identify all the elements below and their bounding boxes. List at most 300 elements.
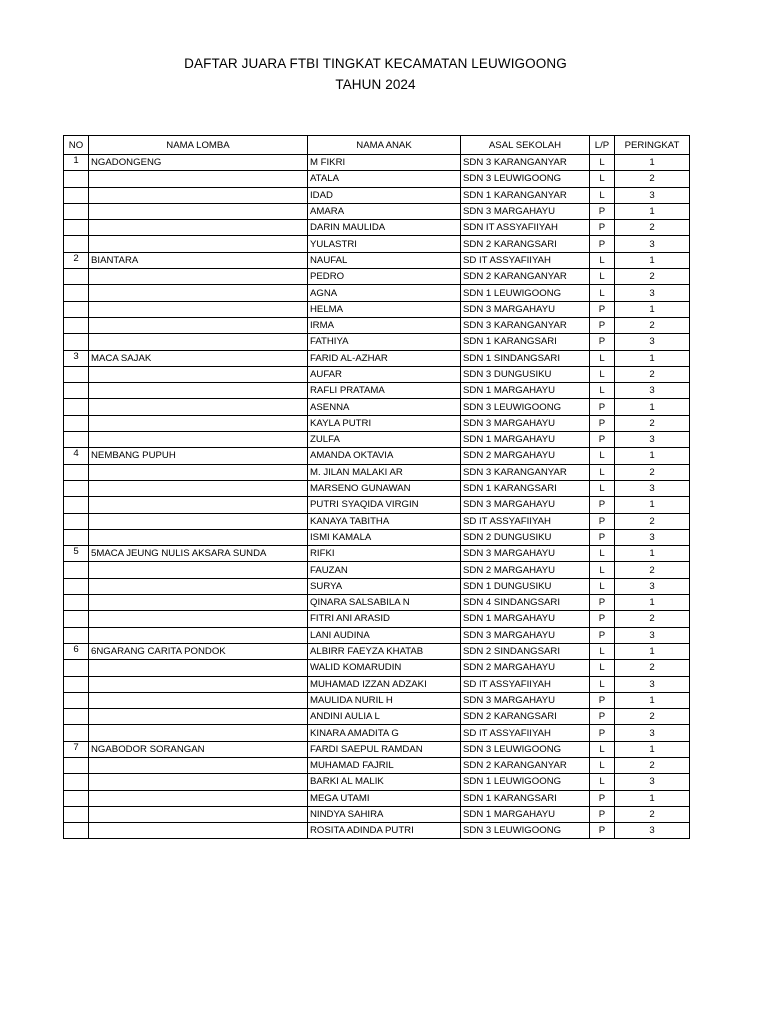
- cell-peringkat: 1: [615, 741, 690, 757]
- table-row: [64, 448, 690, 464]
- table-row: [64, 578, 690, 594]
- group-number: 1: [73, 155, 79, 166]
- cell-asal-sekolah: SDN 1 KARANGANYAR: [461, 187, 590, 203]
- table-row: [64, 334, 690, 350]
- table-body: [64, 155, 690, 839]
- cell-asal-sekolah: SD IT ASSYAFIIYAH: [461, 252, 590, 268]
- cell-jenis-kelamin: P: [590, 236, 615, 252]
- cell-jenis-kelamin: P: [590, 513, 615, 529]
- cell-nama-lomba: [89, 709, 308, 725]
- cell-nama-lomba: [89, 399, 308, 415]
- table-row: [64, 660, 690, 676]
- table-row: [64, 269, 690, 285]
- cell-nama-anak: FATHIYA: [308, 334, 461, 350]
- cell-nama-anak: AUFAR: [308, 366, 461, 382]
- cell-nama-anak: KANAYA TABITHA: [308, 513, 461, 529]
- cell-nama-anak: WALID KOMARUDIN: [308, 660, 461, 676]
- cell-asal-sekolah: SDN 2 KARANGANYAR: [461, 757, 590, 773]
- cell-no: [64, 399, 89, 415]
- cell-no: [64, 529, 89, 545]
- cell-jenis-kelamin: L: [590, 155, 615, 171]
- cell-asal-sekolah: SD IT ASSYAFIIYAH: [461, 725, 590, 741]
- table-row: [64, 383, 690, 399]
- table-row: [64, 611, 690, 627]
- cell-peringkat: 1: [615, 692, 690, 708]
- cell-asal-sekolah: SDN 3 KARANGANYAR: [461, 317, 590, 333]
- cell-no: [64, 285, 89, 301]
- cell-peringkat: 1: [615, 497, 690, 513]
- cell-asal-sekolah: SDN 2 KARANGSARI: [461, 709, 590, 725]
- header-peringkat: PERINGKAT: [615, 136, 690, 155]
- cell-nama-anak: MUHAMAD IZZAN ADZAKI: [308, 676, 461, 692]
- cell-nama-anak: PUTRI SYAQIDA VIRGIN: [308, 497, 461, 513]
- cell-peringkat: 1: [615, 252, 690, 268]
- table-row: [64, 220, 690, 236]
- cell-nama-anak: BARKI AL MALIK: [308, 774, 461, 790]
- cell-jenis-kelamin: L: [590, 448, 615, 464]
- cell-nama-lomba: [89, 334, 308, 350]
- cell-nama-lomba: [89, 301, 308, 317]
- cell-asal-sekolah: SDN 3 MARGAHAYU: [461, 627, 590, 643]
- cell-nama-lomba: [89, 513, 308, 529]
- cell-peringkat: 1: [615, 350, 690, 366]
- cell-jenis-kelamin: L: [590, 562, 615, 578]
- cell-jenis-kelamin: L: [590, 285, 615, 301]
- cell-no: [64, 269, 89, 285]
- cell-peringkat: 3: [615, 432, 690, 448]
- cell-no: [64, 741, 89, 757]
- table-row: [64, 497, 690, 513]
- cell-jenis-kelamin: L: [590, 660, 615, 676]
- cell-asal-sekolah: SDN 3 KARANGANYAR: [461, 155, 590, 171]
- document-title: DAFTAR JUARA FTBI TINGKAT KECAMATAN LEUWIGOONG: [184, 56, 567, 71]
- cell-jenis-kelamin: L: [590, 676, 615, 692]
- cell-nama-lomba: NEMBANG PUPUH: [89, 448, 308, 464]
- cell-peringkat: 2: [615, 513, 690, 529]
- cell-jenis-kelamin: P: [590, 709, 615, 725]
- table-row: [64, 790, 690, 806]
- cell-no: [64, 823, 89, 839]
- cell-jenis-kelamin: P: [590, 203, 615, 219]
- cell-nama-lomba: [89, 285, 308, 301]
- cell-nama-anak: KINARA AMADITA G: [308, 725, 461, 741]
- cell-jenis-kelamin: L: [590, 187, 615, 203]
- cell-jenis-kelamin: L: [590, 350, 615, 366]
- table-row: [64, 350, 690, 366]
- cell-jenis-kelamin: P: [590, 497, 615, 513]
- cell-nama-lomba: [89, 171, 308, 187]
- cell-no: [64, 676, 89, 692]
- cell-nama-lomba: [89, 317, 308, 333]
- cell-nama-lomba: [89, 562, 308, 578]
- cell-no: [64, 366, 89, 382]
- table-row: [64, 480, 690, 496]
- cell-no: [64, 187, 89, 203]
- cell-no: [64, 709, 89, 725]
- table-row: [64, 643, 690, 659]
- cell-asal-sekolah: SDN 4 SINDANGSARI: [461, 595, 590, 611]
- cell-nama-lomba: [89, 464, 308, 480]
- cell-jenis-kelamin: P: [590, 220, 615, 236]
- cell-nama-lomba: [89, 187, 308, 203]
- cell-asal-sekolah: SDN 1 LEUWIGOONG: [461, 285, 590, 301]
- cell-jenis-kelamin: P: [590, 399, 615, 415]
- table-row: [64, 774, 690, 790]
- cell-asal-sekolah: SDN 1 MARGAHAYU: [461, 432, 590, 448]
- table-row: [64, 155, 690, 171]
- cell-asal-sekolah: SDN 2 MARGAHAYU: [461, 562, 590, 578]
- cell-no: [64, 415, 89, 431]
- cell-nama-lomba: [89, 660, 308, 676]
- table-row: [64, 301, 690, 317]
- cell-nama-lomba: [89, 269, 308, 285]
- cell-nama-lomba: [89, 432, 308, 448]
- cell-nama-anak: RIFKI: [308, 546, 461, 562]
- cell-nama-anak: ALBIRR FAEYZA KHATAB: [308, 643, 461, 659]
- cell-peringkat: 2: [615, 220, 690, 236]
- cell-no: [64, 790, 89, 806]
- cell-nama-anak: NAUFAL: [308, 252, 461, 268]
- cell-peringkat: 1: [615, 301, 690, 317]
- cell-asal-sekolah: SDN 2 KARANGSARI: [461, 236, 590, 252]
- cell-peringkat: 3: [615, 480, 690, 496]
- cell-no: [64, 350, 89, 366]
- cell-jenis-kelamin: L: [590, 171, 615, 187]
- cell-asal-sekolah: SDN 3 LEUWIGOONG: [461, 741, 590, 757]
- cell-jenis-kelamin: P: [590, 334, 615, 350]
- cell-nama-lomba: [89, 823, 308, 839]
- header-no: NO: [64, 136, 89, 155]
- cell-asal-sekolah: SDN 1 MARGAHAYU: [461, 383, 590, 399]
- cell-no: [64, 203, 89, 219]
- table-row: [64, 203, 690, 219]
- cell-peringkat: 3: [615, 236, 690, 252]
- cell-nama-anak: FITRI ANI ARASID: [308, 611, 461, 627]
- cell-jenis-kelamin: P: [590, 595, 615, 611]
- cell-jenis-kelamin: L: [590, 383, 615, 399]
- cell-asal-sekolah: SDN 1 LEUWIGOONG: [461, 774, 590, 790]
- table-row: [64, 741, 690, 757]
- cell-nama-lomba: [89, 790, 308, 806]
- table-row: [64, 692, 690, 708]
- cell-no: [64, 334, 89, 350]
- cell-no: [64, 643, 89, 659]
- winners-table: [63, 135, 690, 839]
- cell-peringkat: 1: [615, 203, 690, 219]
- cell-asal-sekolah: SDN 3 KARANGANYAR: [461, 464, 590, 480]
- cell-nama-anak: FAUZAN: [308, 562, 461, 578]
- cell-nama-lomba: [89, 480, 308, 496]
- cell-nama-anak: RAFLI PRATAMA: [308, 383, 461, 399]
- group-number: 3: [73, 350, 79, 362]
- cell-nama-lomba: 5MACA JEUNG NULIS AKSARA SUNDA: [89, 546, 308, 562]
- cell-no: [64, 627, 89, 643]
- cell-no: [64, 595, 89, 611]
- table-row: [64, 725, 690, 741]
- cell-nama-anak: MEGA UTAMI: [308, 790, 461, 806]
- cell-no: [64, 317, 89, 333]
- cell-no: [64, 774, 89, 790]
- cell-nama-lomba: BIANTARA: [89, 252, 308, 268]
- cell-jenis-kelamin: P: [590, 692, 615, 708]
- cell-nama-lomba: [89, 220, 308, 236]
- cell-peringkat: 3: [615, 334, 690, 350]
- cell-no: [64, 301, 89, 317]
- cell-asal-sekolah: SDN 3 MARGAHAYU: [461, 692, 590, 708]
- cell-nama-anak: AGNA: [308, 285, 461, 301]
- table-row: [64, 317, 690, 333]
- cell-asal-sekolah: SDN 3 MARGAHAYU: [461, 546, 590, 562]
- table-row: [64, 513, 690, 529]
- cell-jenis-kelamin: L: [590, 741, 615, 757]
- cell-nama-anak: AMARA: [308, 203, 461, 219]
- header-nama-lomba: NAMA LOMBA: [89, 136, 308, 155]
- cell-asal-sekolah: SDN 2 DUNGUSIKU: [461, 529, 590, 545]
- cell-peringkat: 2: [615, 806, 690, 822]
- header-jenis-kelamin: L/P: [590, 136, 615, 155]
- cell-peringkat: 2: [615, 562, 690, 578]
- cell-jenis-kelamin: L: [590, 774, 615, 790]
- table-row: [64, 432, 690, 448]
- cell-jenis-kelamin: P: [590, 432, 615, 448]
- table-row: [64, 709, 690, 725]
- table-row: [64, 464, 690, 480]
- cell-nama-lomba: [89, 203, 308, 219]
- cell-nama-lomba: [89, 627, 308, 643]
- table-row: [64, 415, 690, 431]
- cell-nama-lomba: [89, 578, 308, 594]
- cell-nama-lomba: [89, 236, 308, 252]
- table-row: [64, 236, 690, 252]
- cell-nama-lomba: [89, 529, 308, 545]
- cell-nama-lomba: [89, 366, 308, 382]
- table-row: [64, 252, 690, 268]
- cell-nama-lomba: [89, 383, 308, 399]
- cell-no: [64, 725, 89, 741]
- cell-asal-sekolah: SDN 1 KARANGSARI: [461, 334, 590, 350]
- cell-jenis-kelamin: P: [590, 806, 615, 822]
- cell-peringkat: 2: [615, 660, 690, 676]
- cell-peringkat: 1: [615, 448, 690, 464]
- cell-jenis-kelamin: P: [590, 725, 615, 741]
- cell-nama-lomba: [89, 757, 308, 773]
- cell-nama-anak: LANI AUDINA: [308, 627, 461, 643]
- cell-nama-lomba: [89, 725, 308, 741]
- cell-nama-anak: SURYA: [308, 578, 461, 594]
- table-header-row: [64, 136, 690, 155]
- cell-peringkat: 1: [615, 790, 690, 806]
- cell-asal-sekolah: SDN IT ASSYAFIIYAH: [461, 220, 590, 236]
- cell-jenis-kelamin: L: [590, 269, 615, 285]
- cell-nama-anak: FARDI SAEPUL RAMDAN: [308, 741, 461, 757]
- cell-no: [64, 497, 89, 513]
- cell-asal-sekolah: SDN 1 KARANGSARI: [461, 480, 590, 496]
- table-row: [64, 399, 690, 415]
- cell-jenis-kelamin: L: [590, 252, 615, 268]
- cell-no: [64, 155, 89, 171]
- cell-jenis-kelamin: L: [590, 546, 615, 562]
- cell-nama-lomba: [89, 415, 308, 431]
- cell-asal-sekolah: SD IT ASSYAFIIYAH: [461, 676, 590, 692]
- cell-asal-sekolah: SDN 3 LEUWIGOONG: [461, 399, 590, 415]
- group-number: 2: [73, 252, 79, 264]
- cell-no: [64, 660, 89, 676]
- cell-nama-lomba: MACA SAJAK: [89, 350, 308, 366]
- cell-nama-anak: DARIN MAULIDA: [308, 220, 461, 236]
- cell-jenis-kelamin: P: [590, 627, 615, 643]
- cell-nama-lomba: [89, 806, 308, 822]
- cell-no: [64, 383, 89, 399]
- cell-nama-anak: AMANDA OKTAVIA: [308, 448, 461, 464]
- cell-nama-lomba: [89, 611, 308, 627]
- cell-peringkat: 2: [615, 757, 690, 773]
- cell-asal-sekolah: SDN 3 MARGAHAYU: [461, 203, 590, 219]
- cell-nama-lomba: NGADONGENG: [89, 155, 308, 171]
- cell-nama-anak: ANDINI AULIA L: [308, 709, 461, 725]
- cell-nama-lomba: [89, 692, 308, 708]
- cell-jenis-kelamin: P: [590, 529, 615, 545]
- cell-peringkat: 3: [615, 578, 690, 594]
- cell-no: [64, 546, 89, 562]
- cell-nama-anak: ASENNA: [308, 399, 461, 415]
- cell-nama-anak: FARID AL-AZHAR: [308, 350, 461, 366]
- cell-jenis-kelamin: P: [590, 317, 615, 333]
- cell-no: [64, 171, 89, 187]
- cell-nama-lomba: [89, 595, 308, 611]
- table-row: [64, 366, 690, 382]
- group-number: 4: [73, 448, 79, 460]
- cell-no: [64, 236, 89, 252]
- cell-asal-sekolah: SDN 1 MARGAHAYU: [461, 611, 590, 627]
- cell-asal-sekolah: SDN 1 KARANGSARI: [461, 790, 590, 806]
- cell-peringkat: 2: [615, 709, 690, 725]
- cell-no: [64, 806, 89, 822]
- cell-asal-sekolah: SDN 3 MARGAHAYU: [461, 415, 590, 431]
- cell-asal-sekolah: SDN 3 DUNGUSIKU: [461, 366, 590, 382]
- cell-nama-anak: ISMI KAMALA: [308, 529, 461, 545]
- cell-nama-anak: ZULFA: [308, 432, 461, 448]
- cell-nama-anak: KAYLA PUTRI: [308, 415, 461, 431]
- cell-nama-lomba: [89, 676, 308, 692]
- cell-asal-sekolah: SDN 2 MARGAHAYU: [461, 448, 590, 464]
- cell-nama-anak: MUHAMAD FAJRIL: [308, 757, 461, 773]
- cell-asal-sekolah: SDN 2 KARANGANYAR: [461, 269, 590, 285]
- cell-jenis-kelamin: L: [590, 757, 615, 773]
- cell-no: [64, 480, 89, 496]
- table-row: [64, 285, 690, 301]
- cell-jenis-kelamin: L: [590, 480, 615, 496]
- cell-peringkat: 3: [615, 187, 690, 203]
- cell-peringkat: 3: [615, 823, 690, 839]
- table-row: [64, 676, 690, 692]
- cell-jenis-kelamin: L: [590, 643, 615, 659]
- cell-asal-sekolah: SDN 3 LEUWIGOONG: [461, 171, 590, 187]
- header-nama-anak: NAMA ANAK: [308, 136, 461, 155]
- cell-asal-sekolah: SDN 3 MARGAHAYU: [461, 301, 590, 317]
- cell-no: [64, 757, 89, 773]
- table-row: [64, 757, 690, 773]
- table-row: [64, 806, 690, 822]
- table-row: [64, 823, 690, 839]
- cell-asal-sekolah: SDN 3 LEUWIGOONG: [461, 823, 590, 839]
- cell-nama-lomba: NGABODOR SORANGAN: [89, 741, 308, 757]
- cell-nama-anak: NINDYA SAHIRA: [308, 806, 461, 822]
- cell-asal-sekolah: SDN 1 SINDANGSARI: [461, 350, 590, 366]
- cell-no: [64, 692, 89, 708]
- cell-no: [64, 220, 89, 236]
- table-row: [64, 171, 690, 187]
- group-number: 5: [73, 546, 79, 558]
- cell-peringkat: 3: [615, 676, 690, 692]
- cell-peringkat: 1: [615, 643, 690, 659]
- cell-nama-anak: M FIKRI: [308, 155, 461, 171]
- table-row: [64, 529, 690, 545]
- cell-asal-sekolah: SDN 1 DUNGUSIKU: [461, 578, 590, 594]
- cell-nama-lomba: 6NGARANG CARITA PONDOK: [89, 643, 308, 659]
- cell-nama-anak: QINARA SALSABILA N: [308, 595, 461, 611]
- cell-peringkat: 2: [615, 415, 690, 431]
- cell-no: [64, 252, 89, 268]
- table-row: [64, 187, 690, 203]
- cell-peringkat: 1: [615, 155, 690, 171]
- cell-jenis-kelamin: P: [590, 823, 615, 839]
- cell-peringkat: 1: [615, 595, 690, 611]
- cell-no: [64, 448, 89, 464]
- cell-nama-anak: YULASTRI: [308, 236, 461, 252]
- cell-peringkat: 2: [615, 366, 690, 382]
- cell-nama-anak: IDAD: [308, 187, 461, 203]
- cell-nama-anak: PEDRO: [308, 269, 461, 285]
- cell-peringkat: 3: [615, 774, 690, 790]
- group-number: 6: [73, 643, 79, 655]
- table-row: [64, 546, 690, 562]
- cell-peringkat: 3: [615, 529, 690, 545]
- cell-jenis-kelamin: L: [590, 366, 615, 382]
- group-number: 7: [73, 741, 79, 753]
- table-row: [64, 562, 690, 578]
- cell-nama-anak: MARSENO GUNAWAN: [308, 480, 461, 496]
- header-asal-sekolah: ASAL SEKOLAH: [461, 136, 590, 155]
- cell-asal-sekolah: SDN 3 MARGAHAYU: [461, 497, 590, 513]
- cell-asal-sekolah: SDN 1 MARGAHAYU: [461, 806, 590, 822]
- cell-peringkat: 3: [615, 383, 690, 399]
- cell-peringkat: 2: [615, 611, 690, 627]
- cell-jenis-kelamin: L: [590, 464, 615, 480]
- cell-nama-anak: MAULIDA NURIL H: [308, 692, 461, 708]
- cell-peringkat: 2: [615, 171, 690, 187]
- document-subtitle-year: TAHUN 2024: [335, 77, 416, 92]
- cell-peringkat: 3: [615, 725, 690, 741]
- cell-peringkat: 3: [615, 285, 690, 301]
- cell-peringkat: 3: [615, 627, 690, 643]
- cell-peringkat: 2: [615, 269, 690, 285]
- cell-no: [64, 611, 89, 627]
- table-row: [64, 595, 690, 611]
- cell-jenis-kelamin: P: [590, 301, 615, 317]
- cell-no: [64, 464, 89, 480]
- cell-asal-sekolah: SDN 2 MARGAHAYU: [461, 660, 590, 676]
- cell-nama-lomba: [89, 497, 308, 513]
- cell-nama-anak: ROSITA ADINDA PUTRI: [308, 823, 461, 839]
- cell-peringkat: 2: [615, 464, 690, 480]
- cell-asal-sekolah: SD IT ASSYAFIIYAH: [461, 513, 590, 529]
- cell-jenis-kelamin: P: [590, 415, 615, 431]
- cell-no: [64, 578, 89, 594]
- cell-jenis-kelamin: P: [590, 790, 615, 806]
- cell-jenis-kelamin: P: [590, 611, 615, 627]
- cell-peringkat: 1: [615, 546, 690, 562]
- cell-jenis-kelamin: L: [590, 578, 615, 594]
